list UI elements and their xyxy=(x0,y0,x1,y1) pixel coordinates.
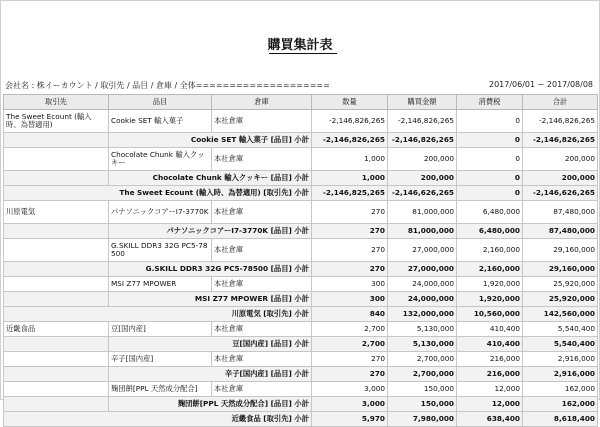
cell-tax: 0 xyxy=(457,171,523,186)
cell-total: 87,480,000 xyxy=(523,224,598,239)
cell-vendor: 川原電気 xyxy=(4,201,109,224)
purchase-summary-table xyxy=(3,94,598,427)
cell-subtotal-label: The Sweet Ecount (輸入時、為替適用) [取引先] 小計 xyxy=(4,186,312,201)
cell-purchase-amount: 150,000 xyxy=(388,397,457,412)
cell-vendor xyxy=(4,397,109,412)
table-row xyxy=(4,110,598,133)
cell-item: Cookie SET 輸入菓子 xyxy=(109,110,212,133)
cell-warehouse: 本社倉庫 xyxy=(212,352,312,367)
cell-purchase-amount: 7,980,000 xyxy=(388,412,457,427)
cell-total: 162,000 xyxy=(523,382,598,397)
cell-warehouse: 本社倉庫 xyxy=(212,277,312,292)
cell-tax: 2,160,000 xyxy=(457,239,523,262)
cell-subtotal-label: 川原電気 [取引先] 小計 xyxy=(4,307,312,322)
cell-tax: 6,480,000 xyxy=(457,224,523,239)
cell-quantity: 300 xyxy=(312,277,388,292)
cell-tax: 0 xyxy=(457,148,523,171)
item-subtotal-row xyxy=(4,397,598,412)
cell-purchase-amount: 150,000 xyxy=(388,382,457,397)
cell-tax: 410,400 xyxy=(457,337,523,352)
cell-item: パナソニックコアーI7-3770K xyxy=(109,201,212,224)
cell-tax: 12,000 xyxy=(457,397,523,412)
cell-vendor xyxy=(4,171,109,186)
cell-purchase-amount: -2,146,826,265 xyxy=(388,110,457,133)
item-subtotal-row xyxy=(4,292,598,307)
cell-vendor xyxy=(4,239,109,262)
cell-vendor xyxy=(4,277,109,292)
cell-warehouse: 本社倉庫 xyxy=(212,201,312,224)
col-header-warehouse[interactable]: 倉庫 xyxy=(212,95,312,110)
cell-tax: 10,560,000 xyxy=(457,307,523,322)
col-header-total[interactable]: 合計 xyxy=(523,95,598,110)
cell-total: 25,920,000 xyxy=(523,292,598,307)
cell-quantity: -2,146,826,265 xyxy=(312,110,388,133)
company-filter-line: 会社名 : 株イーカウント / 取引先 / 品目 / 倉庫 / 全体==================== xyxy=(5,81,330,90)
table-row xyxy=(4,201,598,224)
cell-purchase-amount: 2,700,000 xyxy=(388,352,457,367)
cell-quantity: 270 xyxy=(312,224,388,239)
cell-item: G.SKILL DDR3 32G PC5-78500 xyxy=(109,239,212,262)
title-underline xyxy=(269,53,337,54)
cell-total: 200,000 xyxy=(523,171,598,186)
cell-quantity: 270 xyxy=(312,201,388,224)
col-header-purchase-amount[interactable]: 購買金額 xyxy=(388,95,457,110)
item-subtotal-row xyxy=(4,262,598,277)
col-header-tax[interactable]: 消費税 xyxy=(457,95,523,110)
cell-item: Chocolate Chunk 輸入クッキー xyxy=(109,148,212,171)
cell-subtotal-label: 豆[国内産] [品目] 小計 xyxy=(109,337,312,352)
cell-subtotal-label: 近畿食品 [取引先] 小計 xyxy=(4,412,312,427)
col-header-vendor[interactable]: 取引先 xyxy=(4,95,109,110)
vendor-subtotal-row xyxy=(4,307,598,322)
cell-purchase-amount: -2,146,826,265 xyxy=(388,133,457,148)
cell-purchase-amount: 5,130,000 xyxy=(388,322,457,337)
cell-quantity: 2,700 xyxy=(312,322,388,337)
cell-vendor xyxy=(4,337,109,352)
cell-subtotal-label: G.SKILL DDR3 32G PC5-78500 [品目] 小計 xyxy=(109,262,312,277)
cell-quantity: 2,700 xyxy=(312,337,388,352)
table-row xyxy=(4,148,598,171)
cell-tax: 2,160,000 xyxy=(457,262,523,277)
cell-purchase-amount: 27,000,000 xyxy=(388,239,457,262)
cell-total: 162,000 xyxy=(523,397,598,412)
cell-subtotal-label: Chocolate Chunk 輸入クッキー [品目] 小計 xyxy=(109,171,312,186)
item-subtotal-row xyxy=(4,133,598,148)
cell-quantity: -2,146,825,265 xyxy=(312,186,388,201)
table-row xyxy=(4,277,598,292)
cell-quantity: -2,146,826,265 xyxy=(312,133,388,148)
cell-purchase-amount: 200,000 xyxy=(388,171,457,186)
table-body xyxy=(4,110,598,427)
cell-subtotal-label: MSI Z77 MPOWER [品目] 小計 xyxy=(109,292,312,307)
cell-warehouse: 本社倉庫 xyxy=(212,239,312,262)
cell-total: 8,618,400 xyxy=(523,412,598,427)
table-row xyxy=(4,322,598,337)
item-subtotal-row xyxy=(4,337,598,352)
cell-subtotal-label: Cookie SET 輸入菓子 [品目] 小計 xyxy=(109,133,312,148)
cell-quantity: 5,970 xyxy=(312,412,388,427)
cell-purchase-amount: 200,000 xyxy=(388,148,457,171)
cell-quantity: 300 xyxy=(312,292,388,307)
table-header-row xyxy=(4,95,598,110)
col-header-item[interactable]: 品目 xyxy=(109,95,212,110)
item-subtotal-row xyxy=(4,224,598,239)
cell-vendor xyxy=(4,133,109,148)
cell-total: 200,000 xyxy=(523,148,598,171)
cell-purchase-amount: 5,130,000 xyxy=(388,337,457,352)
cell-warehouse: 本社倉庫 xyxy=(212,110,312,133)
cell-purchase-amount: 24,000,000 xyxy=(388,277,457,292)
cell-tax: 0 xyxy=(457,110,523,133)
cell-tax: 216,000 xyxy=(457,352,523,367)
cell-purchase-amount: 132,000,000 xyxy=(388,307,457,322)
table-row xyxy=(4,352,598,367)
cell-total: -2,146,826,265 xyxy=(523,110,598,133)
cell-quantity: 840 xyxy=(312,307,388,322)
cell-total: 25,920,000 xyxy=(523,277,598,292)
cell-tax: 0 xyxy=(457,133,523,148)
cell-quantity: 270 xyxy=(312,239,388,262)
cell-tax: 6,480,000 xyxy=(457,201,523,224)
cell-tax: 12,000 xyxy=(457,382,523,397)
cell-vendor xyxy=(4,262,109,277)
cell-vendor: 近畿食品 xyxy=(4,322,109,337)
cell-warehouse: 本社倉庫 xyxy=(212,148,312,171)
cell-item: MSI Z77 MPOWER xyxy=(109,277,212,292)
cell-total: 2,916,000 xyxy=(523,367,598,382)
cell-total: 87,480,000 xyxy=(523,201,598,224)
cell-purchase-amount: 24,000,000 xyxy=(388,292,457,307)
item-subtotal-row xyxy=(4,171,598,186)
vendor-subtotal-row xyxy=(4,186,598,201)
cell-total: 2,916,000 xyxy=(523,352,598,367)
cell-subtotal-label: 麹団餅[PPL 天然成分配合] [品目] 小計 xyxy=(109,397,312,412)
cell-purchase-amount: 27,000,000 xyxy=(388,262,457,277)
cell-quantity: 3,000 xyxy=(312,397,388,412)
cell-warehouse: 本社倉庫 xyxy=(212,322,312,337)
cell-total: -2,146,626,265 xyxy=(523,186,598,201)
cell-tax: 638,400 xyxy=(457,412,523,427)
cell-purchase-amount: 81,000,000 xyxy=(388,201,457,224)
cell-purchase-amount: -2,146,626,265 xyxy=(388,186,457,201)
cell-vendor xyxy=(4,382,109,397)
cell-quantity: 270 xyxy=(312,352,388,367)
cell-subtotal-label: 辛子[国内産] [品目] 小計 xyxy=(109,367,312,382)
cell-quantity: 1,000 xyxy=(312,171,388,186)
cell-tax: 410,400 xyxy=(457,322,523,337)
cell-quantity: 1,000 xyxy=(312,148,388,171)
col-header-quantity[interactable]: 数量 xyxy=(312,95,388,110)
cell-subtotal-label: パナソニックコアーI7-3770K [品目] 小計 xyxy=(109,224,312,239)
cell-item: 豆[国内産] xyxy=(109,322,212,337)
cell-total: 29,160,000 xyxy=(523,262,598,277)
cell-vendor xyxy=(4,148,109,171)
period-range: 2017/06/01 ~ 2017/08/08 xyxy=(488,80,593,89)
cell-vendor: The Sweet Ecount (輸入時、為替適用) xyxy=(4,110,109,133)
cell-purchase-amount: 2,700,000 xyxy=(388,367,457,382)
cell-quantity: 270 xyxy=(312,262,388,277)
cell-tax: 1,920,000 xyxy=(457,292,523,307)
cell-tax: 0 xyxy=(457,186,523,201)
cell-quantity: 270 xyxy=(312,367,388,382)
cell-warehouse: 本社倉庫 xyxy=(212,382,312,397)
cell-item: 麹団餅[PPL 天然成分配合] xyxy=(109,382,212,397)
cell-quantity: 3,000 xyxy=(312,382,388,397)
cell-vendor xyxy=(4,292,109,307)
cell-total: -2,146,826,265 xyxy=(523,133,598,148)
cell-total: 29,160,000 xyxy=(523,239,598,262)
cell-purchase-amount: 81,000,000 xyxy=(388,224,457,239)
table-row xyxy=(4,382,598,397)
cell-vendor xyxy=(4,224,109,239)
cell-total: 5,540,400 xyxy=(523,322,598,337)
report-title: 購買集計表 xyxy=(267,38,333,53)
cell-total: 5,540,400 xyxy=(523,337,598,352)
item-subtotal-row xyxy=(4,367,598,382)
vendor-subtotal-row xyxy=(4,412,598,427)
cell-total: 142,560,000 xyxy=(523,307,598,322)
cell-vendor xyxy=(4,352,109,367)
cell-vendor xyxy=(4,367,109,382)
table-row xyxy=(4,239,598,262)
cell-item: 辛子[国内産] xyxy=(109,352,212,367)
cell-tax: 1,920,000 xyxy=(457,277,523,292)
cell-tax: 216,000 xyxy=(457,367,523,382)
